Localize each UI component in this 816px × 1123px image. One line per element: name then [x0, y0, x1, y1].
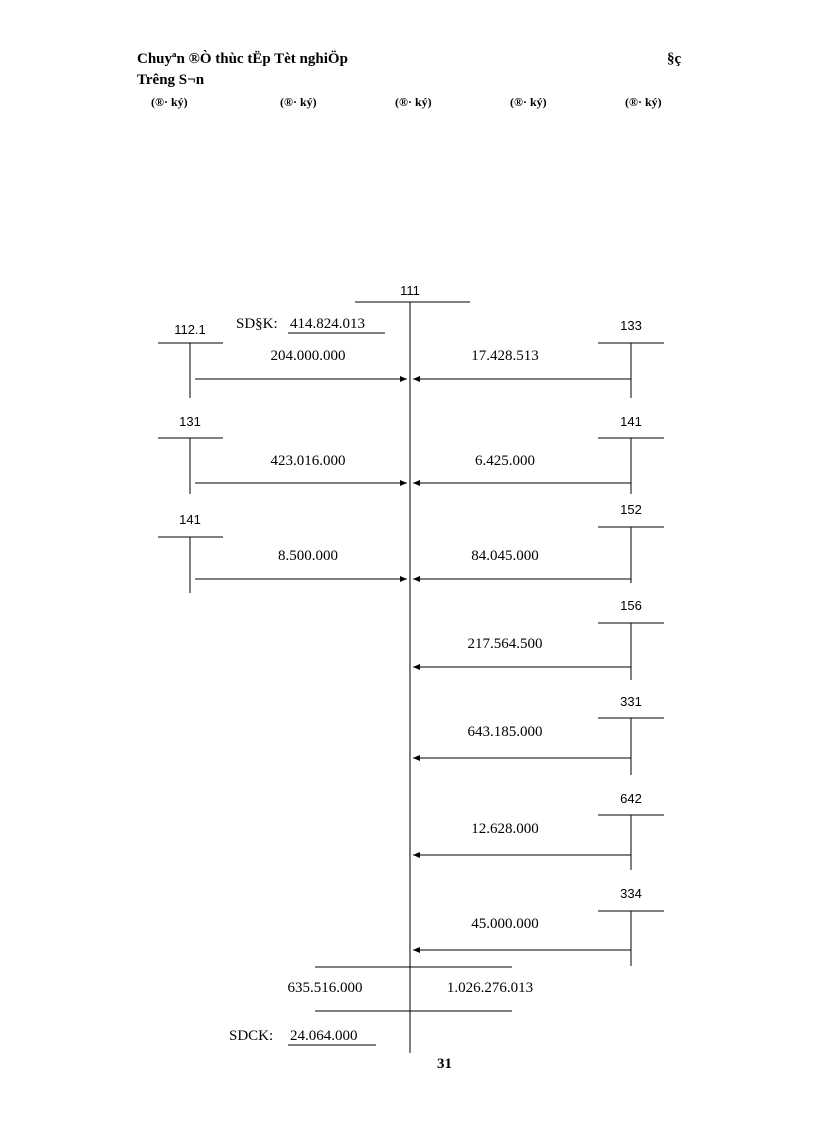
credit-amount: 6.425.000: [475, 453, 535, 469]
main-account-label: 111: [400, 283, 420, 298]
source-account-label: 131: [179, 414, 201, 429]
source-account-label: 141: [179, 512, 201, 527]
source-account-label: 112.1: [174, 322, 206, 337]
signature-note: (®· ký): [510, 95, 547, 109]
document-title: Chuyªn ®Ò thùc tËp Tèt nghiÖp: [137, 51, 348, 67]
contra-account-label: 141: [620, 414, 642, 429]
closing-balance-label: SDCK:: [229, 1028, 274, 1044]
debit-amount: 423.016.000: [270, 453, 346, 469]
signature-note: (®· ký): [151, 95, 188, 109]
credit-amount: 84.045.000: [471, 548, 539, 564]
debit-total: 635.516.000: [287, 980, 363, 996]
opening-balance-value: 414.824.013: [290, 316, 365, 332]
credit-amount: 643.185.000: [467, 724, 543, 740]
credit-amount: 45.000.000: [471, 916, 539, 932]
opening-balance-label: SD§K:: [236, 316, 278, 332]
contra-account-label: 331: [620, 694, 642, 709]
contra-account-label: 642: [620, 791, 642, 806]
signature-note: (®· ký): [625, 95, 662, 109]
contra-account-label: 334: [620, 886, 642, 901]
signature-note: (®· ký): [280, 95, 317, 109]
debit-amount: 8.500.000: [278, 548, 338, 564]
signature-note: (®· ký): [395, 95, 432, 109]
credit-total: 1.026.276.013: [446, 980, 534, 996]
credit-amount: 17.428.513: [471, 348, 539, 364]
credit-amount: 217.564.500: [467, 636, 543, 652]
credit-amount: 12.628.000: [471, 821, 539, 837]
school-name: Trêng S¬n: [137, 72, 205, 88]
header-right-mark: §ç: [667, 51, 682, 67]
contra-account-label: 133: [620, 318, 642, 333]
closing-balance-value: 24.064.000: [290, 1028, 358, 1044]
debit-amount: 204.000.000: [270, 348, 346, 364]
contra-account-label: 156: [620, 598, 642, 613]
page-number: 31: [437, 1056, 452, 1072]
contra-account-label: 152: [620, 502, 642, 517]
